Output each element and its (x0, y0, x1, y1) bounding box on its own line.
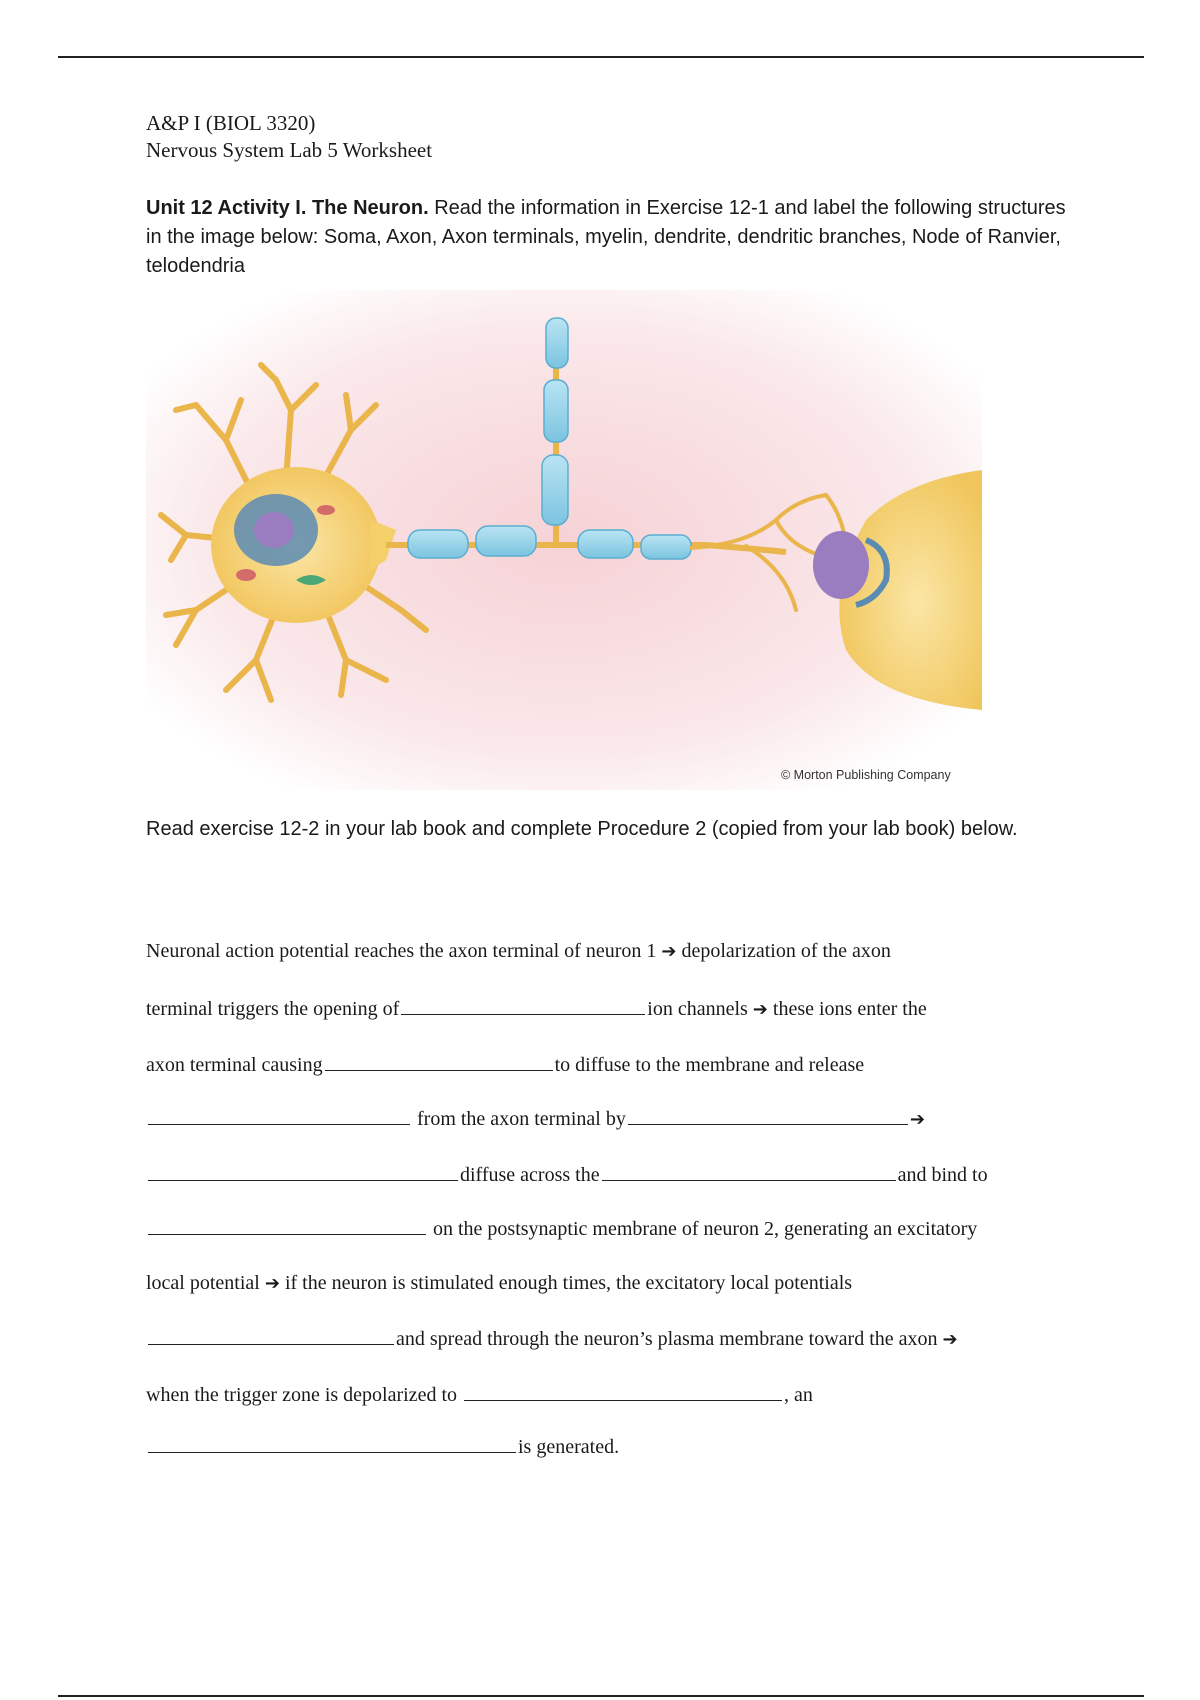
worksheet-header (146, 110, 432, 164)
text: axon terminal causing (146, 1054, 323, 1076)
arrow-icon: ➔ (942, 1329, 958, 1350)
postsynaptic-nucleus (813, 531, 869, 599)
blank-local-potentials[interactable] (148, 1343, 394, 1345)
procedure-line-7 (146, 1272, 1086, 1295)
activity-label: Unit 12 Activity I. The Neuron. (146, 197, 429, 219)
blank-generated[interactable] (148, 1451, 516, 1453)
text: diffuse across the (460, 1164, 600, 1186)
text: when the trigger zone is depolarized to (146, 1384, 457, 1406)
arrow-icon: ➔ (264, 1273, 280, 1294)
text: these ions enter the (772, 998, 927, 1020)
blank-ion-channels[interactable] (401, 1013, 645, 1015)
procedure-line-3 (146, 1054, 1086, 1077)
procedure-line-10 (146, 1436, 1086, 1459)
procedure-line-5 (146, 1164, 1086, 1187)
activity-text: Read the information in Exercise 12-1 and label the following structures in the image below: Soma, Axon, Axon terminals, myelin, dendrite, dendritic branches, Node of Ranvier, telodendria (146, 197, 1066, 277)
blank-threshold[interactable] (464, 1399, 782, 1401)
text: , an (784, 1384, 813, 1406)
blank-receptors[interactable] (148, 1233, 426, 1235)
procedure-intro: Read exercise 12-2 in your lab book and complete Procedure 2 (copied from your lab book) below. (146, 818, 1018, 840)
text: Neuronal action potential reaches the axon terminal of neuron 1 (146, 940, 657, 962)
text: to diffuse to the membrane and release (554, 1054, 865, 1076)
text: depolarization of the axon (681, 940, 891, 962)
arrow-icon: ➔ (909, 1109, 925, 1130)
mitochondrion (236, 569, 256, 581)
text: is generated. (518, 1436, 620, 1458)
blank-diffuse-across[interactable] (602, 1179, 896, 1181)
blank-causing[interactable] (325, 1069, 553, 1071)
top-rule (58, 56, 1144, 58)
text: ion channels (647, 998, 748, 1020)
worksheet-title: Nervous System Lab 5 Worksheet (146, 138, 433, 162)
blank-released-substance[interactable] (148, 1123, 410, 1125)
procedure-line-9 (146, 1384, 1086, 1407)
neuron-figure (146, 290, 982, 790)
procedure-line-6 (146, 1218, 1086, 1241)
mitochondrion (317, 505, 335, 515)
text: and spread through the neuron’s plasma membrane toward the axon (396, 1328, 938, 1350)
arrow-icon: ➔ (661, 941, 677, 962)
text: from the axon terminal by (417, 1108, 626, 1130)
procedure-line-4 (146, 1108, 1086, 1131)
procedure-line-2 (146, 998, 1086, 1021)
text: terminal triggers the opening of (146, 998, 400, 1020)
nucleolus (254, 512, 294, 548)
blank-release-method[interactable] (628, 1123, 908, 1125)
procedure-line-1 (146, 940, 1086, 963)
text: and bind to (897, 1164, 988, 1186)
neuron-illustration (146, 290, 982, 790)
activity-instructions (146, 194, 1086, 281)
text: if the neuron is stimulated enough times, the excitatory local potentials (284, 1272, 853, 1294)
text: local potential (146, 1272, 260, 1294)
arrow-icon: ➔ (752, 999, 768, 1020)
procedure-line-8 (146, 1328, 1086, 1351)
course-title: A&P I (BIOL 3320) (146, 111, 316, 135)
figure-credit: © Morton Publishing Company (781, 768, 951, 782)
bottom-rule (58, 1695, 1144, 1697)
text: on the postsynaptic membrane of neuron 2, generating an excitatory (433, 1218, 978, 1240)
blank-diffusing-substance[interactable] (148, 1179, 458, 1181)
